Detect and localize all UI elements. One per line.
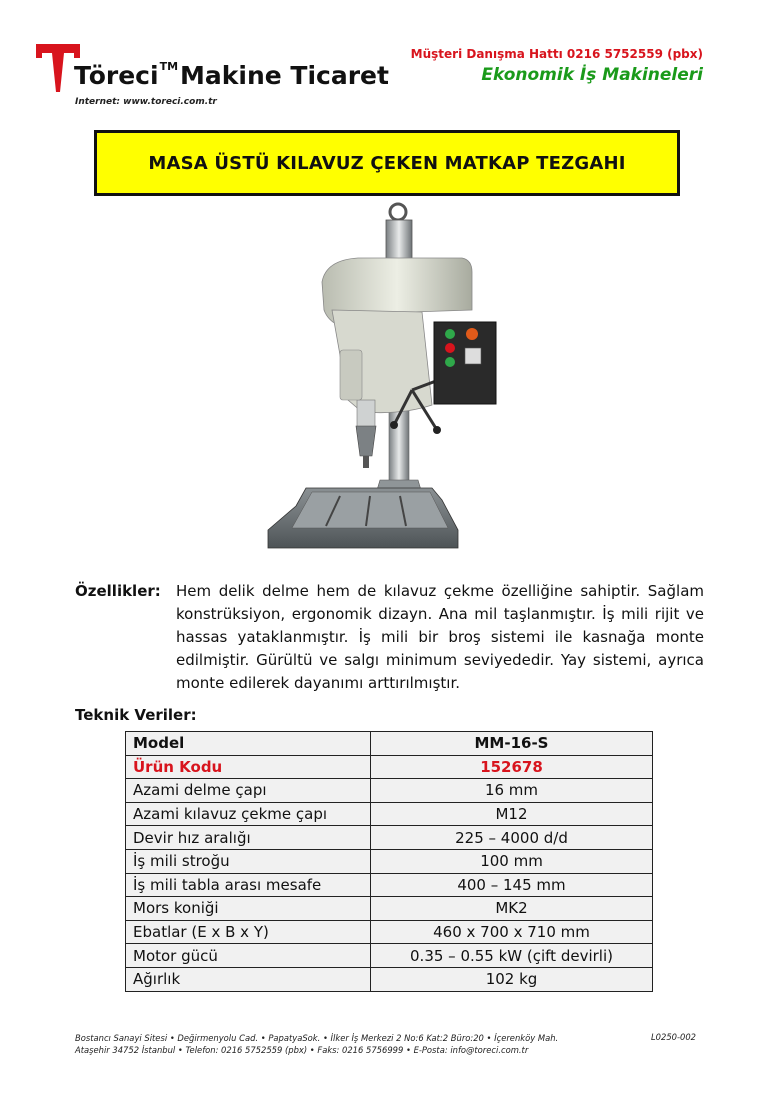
spec-value: M12 [371,802,653,826]
features-label: Özellikler: [75,582,161,600]
spec-label: Azami kılavuz çekme çapı [126,802,371,826]
hotline-text: Müşteri Danışma Hattı 0216 5752559 (pbx) [410,47,703,61]
page-title-box [94,130,680,196]
tech-heading: Teknik Veriler: [75,706,197,724]
footer-address [75,1032,558,1056]
spec-label: İş mili tabla arası mesafe [126,873,371,897]
spec-value: MM-16-S [371,732,653,756]
spec-value: 225 – 4000 d/d [371,826,653,850]
spec-value: 400 – 145 mm [371,873,653,897]
brand-name-text: Töreci [74,61,159,90]
spec-value: 460 x 700 x 710 mm [371,920,653,944]
spec-label: Ürün Kodu [126,755,371,779]
spec-label: Devir hız aralığı [126,826,371,850]
spec-label: İş mili stroğu [126,849,371,873]
spec-row [126,944,653,968]
spec-row [126,849,653,873]
website-text: Internet: www.toreci.com.tr [75,97,217,107]
spec-row [126,732,653,756]
footer-line-1: Bostancı Sanayi Sitesi • Değirmenyolu Cad. • PapatyaSok. • İlker İş Merkezi 2 No:6 Kat:2 Büro:20 • İçerenköy Mah. [75,1033,559,1043]
spec-label: Ebatlar (E x B x Y) [126,920,371,944]
spec-row [126,967,653,991]
features-text: Hem delik delme hem de kılavuz çekme özelliğine sahiptir. Sağlam konstrüksiyon, ergonomik dizayn. Ana mil taşlanmıştır. İş mili rijit ve hassas yataklanmıştır. İş mili bir broş sistemi ile kasnağa monte edilmiştir. Gürültü ve salgı minimum seviyededir. Yay sistemi, ayrıca monte edilerek dayanımı arttırılmıştır. [176,582,704,692]
spec-label: Model [126,732,371,756]
spec-row [126,779,653,803]
brand-name [74,60,389,90]
spec-row [126,897,653,921]
spec-row [126,826,653,850]
spec-label: Ağırlık [126,967,371,991]
trademark-mark: TM [159,60,179,73]
spec-table [125,731,653,992]
spec-row [126,802,653,826]
brand-suffix: Makine Ticaret [180,61,389,90]
spec-value: 152678 [371,755,653,779]
drill-press-image [262,200,514,570]
spec-value: 0.35 – 0.55 kW (çift devirli) [371,944,653,968]
spec-row [126,920,653,944]
spec-label: Motor gücü [126,944,371,968]
spec-value: 100 mm [371,849,653,873]
spec-row [126,873,653,897]
tagline: Ekonomik İş Makineleri [481,65,703,85]
spec-row [126,755,653,779]
spec-value: MK2 [371,897,653,921]
spec-label: Azami delme çapı [126,779,371,803]
footer-line-2: Ataşehir 34752 İstanbul • Telefon: 0216 5752559 (pbx) • Faks: 0216 5756999 • E-Posta: info@toreci.com.tr [75,1045,529,1055]
document-code: L0250-002 [651,1032,696,1042]
spec-value: 102 kg [371,967,653,991]
spec-label: Mors koniği [126,897,371,921]
page-title: MASA ÜSTÜ KILAVUZ ÇEKEN MATKAP TEZGAHI [148,152,626,174]
spec-value: 16 mm [371,779,653,803]
